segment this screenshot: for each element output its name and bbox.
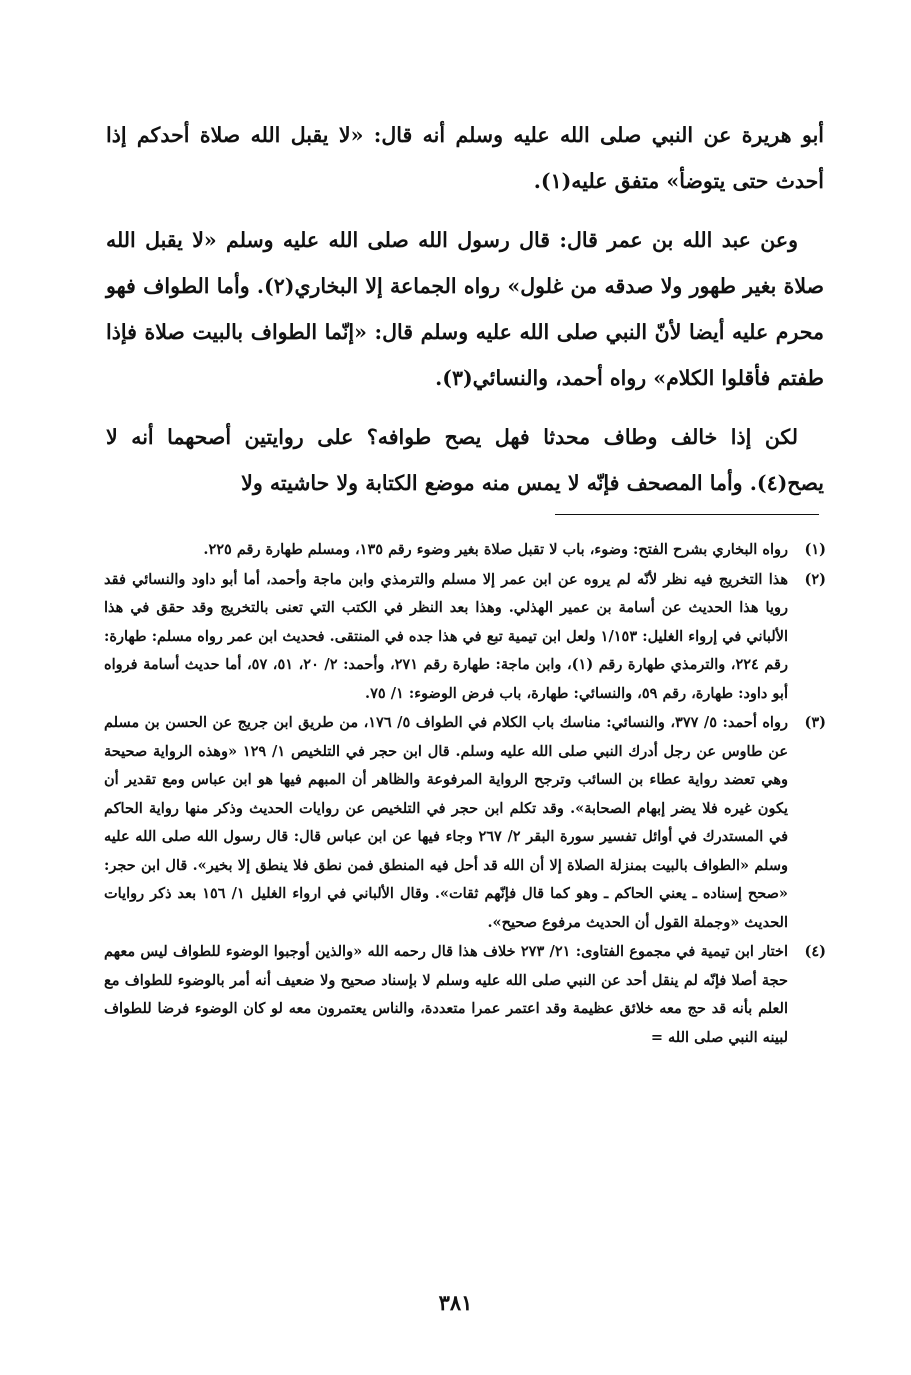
footnote-3 <box>104 709 826 937</box>
footnote-text: رواه أحمد: ٥/ ٣٧٧، والنسائي: مناسك باب الكلام في الطواف ٥/ ١٧٦، من طريق ابن جريج عن الحسن بن مسلم عن طاوس عن رجل أدرك النبي صلى الله عليه وسلم. قال ابن حجر في التلخيص ١/ ١٢٩ «وهذه الرواية صحيحة وهي تعضد رواية عطاء بن السائب وترجح الرواية المرفوعة والظاهر أن المبهم فيها هو ابن عباس ومع تقدير أن يكون غيره فلا يضر إبهام الصحابة». وقد تكلم ابن حجر في التلخيص عن روايات الحديث وذكر منها رواية الحاكم في المستدرك في أوائل تفسير سورة البقر ٢/ ٢٦٧ وجاء فيها عن ابن عباس قال: قال رسول الله صلى الله عليه وسلم «الطواف بالبيت بمنزلة الصلاة إلا أن الله قد أحل فيه المنطق فمن نطق فلا ينطق إلا بخير». قال ابن حجر: «صحح إسناده ـ يعني الحاكم ـ وهو كما قال فإنّهم ثقات». وقال الألباني في ارواء الغليل ١/ ١٥٦ بعد ذكر روايات الحديث «وجملة القول أن الحديث مرفوع صحيح». <box>104 714 788 931</box>
footnote-number: (١) <box>804 541 826 558</box>
footnote-4 <box>104 938 826 1052</box>
page-number: ٣٨١ <box>438 1290 473 1315</box>
paragraph-3: لكن إذا خالف وطاف محدثا فهل يصح طوافه؟ على روايتين أصحهما أنه لا يصح(٤). وأما المصحف فإنّه لا يمس منه موضع الكتابة ولا حاشيته ولا <box>106 425 824 495</box>
paragraph-2: وعن عبد الله بن عمر قال: قال رسول الله صلى الله عليه وسلم «لا يقبل الله صلاة بغير طهور ولا صدقه من غلول» رواه الجماعة إلا البخاري(٢). وأما الطواف فهو محرم عليه أيضا لأنّ النبي صلى الله عليه وسلم قال: «إنّما الطواف بالبيت صلاة فإذا طفتم فأقلوا الكلام» رواه أحمد، والنسائي(٣). <box>106 228 825 390</box>
footnote-number: (٣) <box>804 714 826 731</box>
footnote-text: هذا التخريج فيه نظر لأنّه لم يروه عن ابن عمر إلا مسلم والترمذي وابن ماجة وأحمد، أما أبو داود والنسائي فقد رويا هذا الحديث عن أسامة بن عمير الهذلي. وهذا بعد النظر في الكتب التي تعنى بالتخريج وقد حقق في هذا الألباني في إرواء الغليل: ١/١٥٣ ولعل ابن تيمية تبع في هذا جده في المنتقى. فحديث ابن عمر رواه مسلم: طهارة: رقم ٢٢٤، والترمذي طهارة رقم (١)، وابن ماجة: طهارة رقم ٢٧١، وأحمد: ٢/ ٢٠، ٥١، ٥٧، أما حديث أسامة فرواه أبو داود: طهارة، رقم ٥٩، والنسائي: طهارة، باب فرض الوضوء: ١/ ٧٥. <box>104 570 789 702</box>
main-text <box>106 112 824 519</box>
footnotes <box>104 536 826 1053</box>
footnote-text: رواه البخاري بشرح الفتح: وضوء، باب لا تقبل صلاة بغير وضوء رقم ١٣٥، ومسلم طهارة رقم ٢٢٥. <box>203 541 788 558</box>
footnote-number: (٤) <box>804 943 826 960</box>
paragraph-1: أبو هريرة عن النبي صلى الله عليه وسلم أنه قال: «لا يقبل الله صلاة أحدكم إذا أحدث حتى يتوضأ» متفق عليه(١). <box>106 123 824 193</box>
footnote-text: اختار ابن تيمية في مجموع الفتاوى: ٢١/ ٢٧٣ خلاف هذا قال رحمه الله «والذين أوجبوا الوضوء للطواف ليس معهم حجة أصلا فإنّه لم ينقل أحد عن النبي صلى الله عليه وسلم لا بإسناد صحيح ولا ضعيف أنه أمر بالوضوء للطواف مع العلم بأنه قد حج معه خلائق عظيمة وقد اعتمر عمرا متعددة، والناس يعتمرون معه لو كان الوضوء فرضا للطواف لبينه النبي صلى الله = <box>104 943 788 1046</box>
footnote-number: (٢) <box>804 570 826 588</box>
footnote-1 <box>104 536 826 565</box>
footnote-separator <box>555 514 819 515</box>
footnote-2 <box>104 566 826 709</box>
